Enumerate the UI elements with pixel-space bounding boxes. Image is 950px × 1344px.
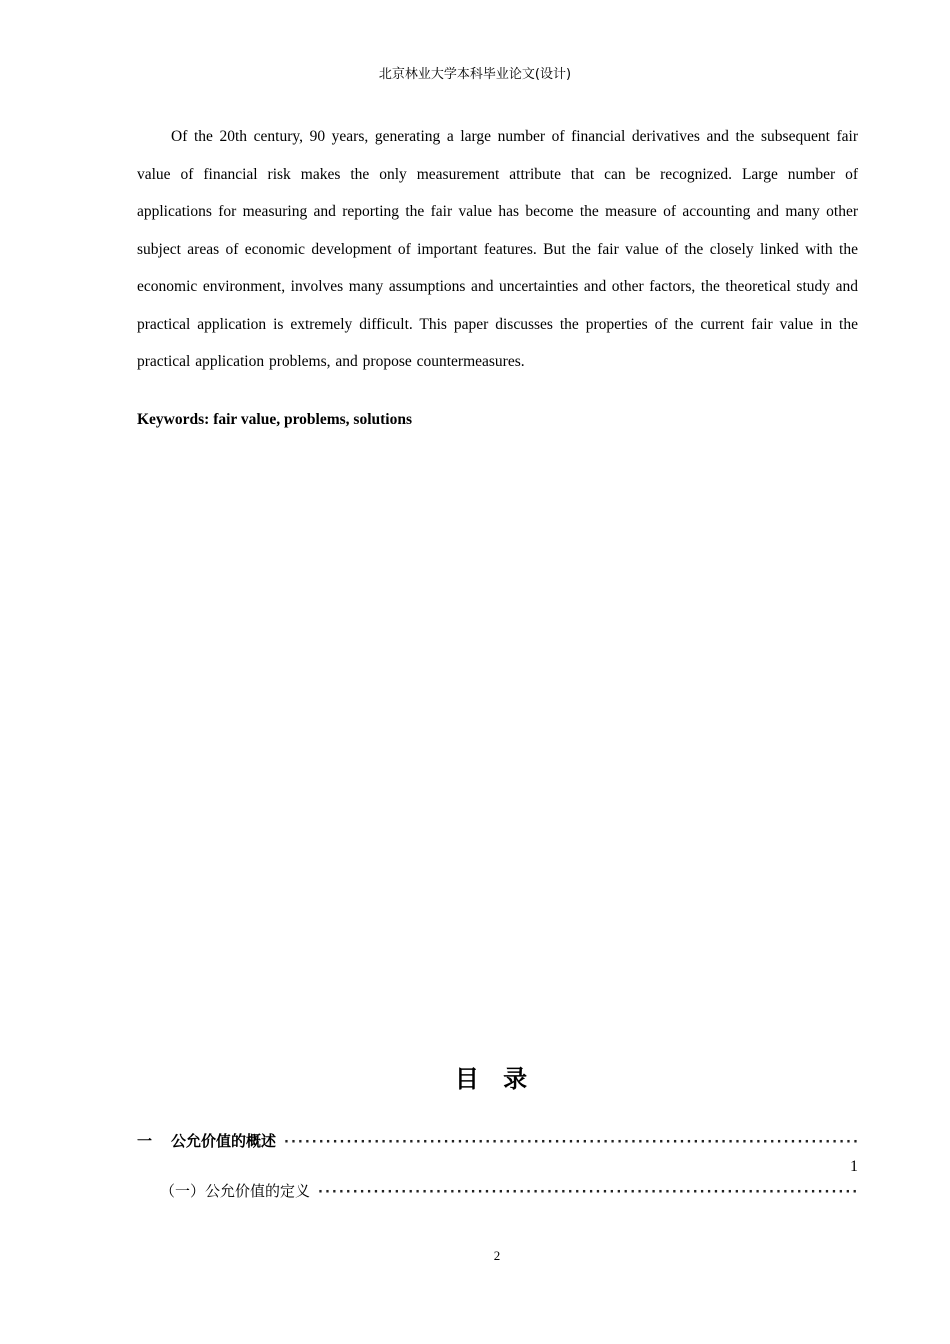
toc-dot-leader — [318, 1182, 857, 1204]
toc-entry-page-number: 1 — [850, 1158, 858, 1175]
keywords-line: Keywords: fair value, problems, solutions — [137, 411, 412, 428]
abstract-paragraph: Of the 20th century, 90 years, generating a large number of financial derivatives and the subsequent fair value of financial risk makes the only measurement attribute that can be recognized. Large number of applications for measuring and reporting the fair value has become the measure of accounting and many other subject areas of economic development of important features. But the fair value of the closely linked with the economic environment, involves many assumptions and uncertainties and other factors, the theoretical study and practical application is extremely difficult. This paper discusses the properties of the current fair value in the practical application problems, and propose countermeasures. — [137, 128, 858, 370]
toc-entry-label: 公允价值的概述 — [171, 1132, 277, 1150]
toc-entry-section-1-1[interactable] — [160, 1180, 857, 1204]
toc-title: 目 录 — [454, 1065, 536, 1093]
page-number: 2 — [493, 1248, 501, 1263]
toc-entry-chapter-1[interactable] — [137, 1130, 857, 1154]
running-header: 北京林业大学本科毕业论文(设计) — [378, 67, 572, 82]
toc-entry-number: 一 — [137, 1132, 153, 1150]
toc-dot-leader — [284, 1132, 857, 1154]
toc-entry-label: （一）公允价值的定义 — [160, 1182, 311, 1200]
